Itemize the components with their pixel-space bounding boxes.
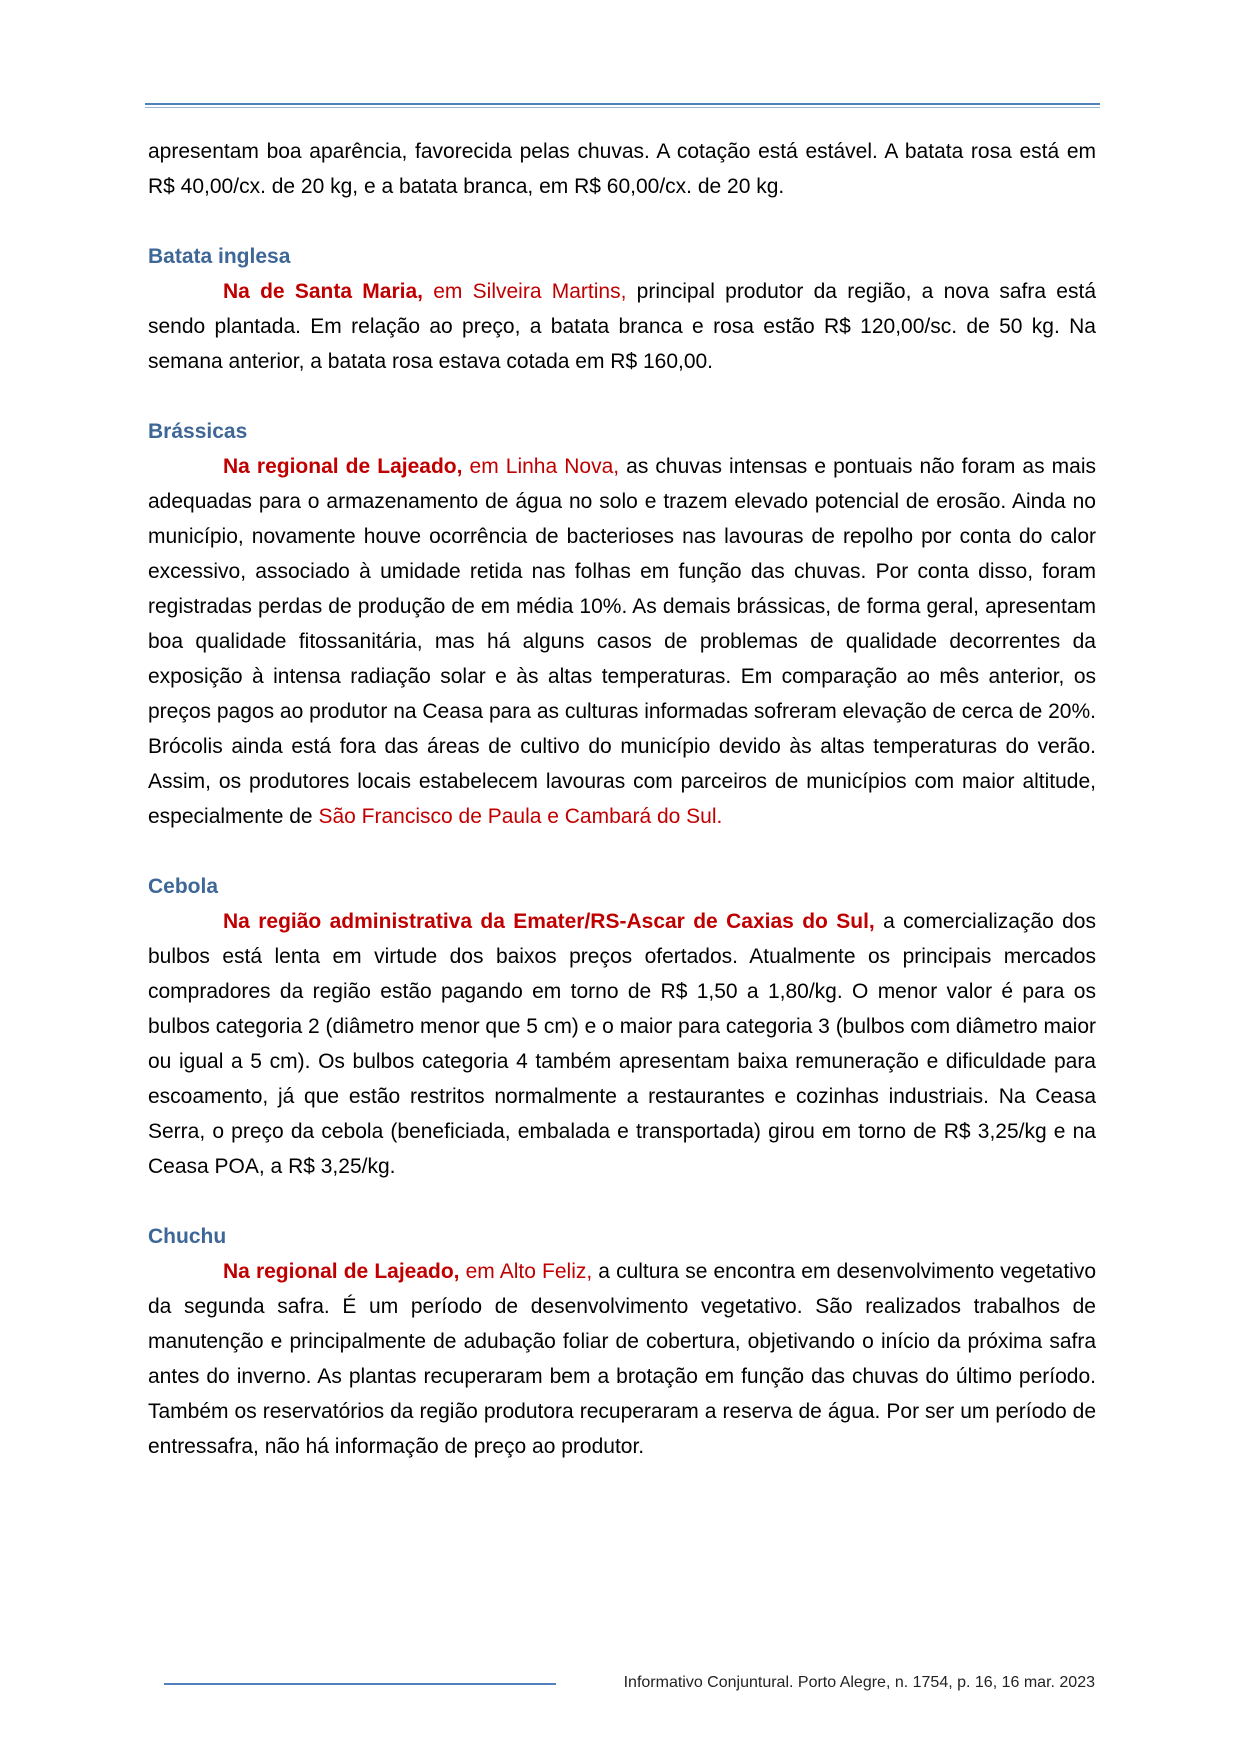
municipality: em Linha Nova, <box>462 455 620 478</box>
section-title: Chuchu <box>148 1225 227 1248</box>
region-lead: Na regional de Lajeado, <box>223 1260 460 1283</box>
footer-citation: Informativo Conjuntural. Porto Alegre, n. 1754, p. 16, 16 mar. 2023 <box>623 1674 1095 1691</box>
section-batata-inglesa <box>148 239 1096 379</box>
paragraph-text: a cultura se encontra em desenvolvimento vegetativo da segunda safra. É um período de desenvolvimento vegetativo. São realizados trabalhos de manutenção e principalmente de adubação foliar de cobertura, objetivando o início da próxima safra antes do inverno. As plantas recuperaram bem a brotação em função das chuvas do último período. Também os reservatórios da região produtora recuperaram a reserva de água. Por ser um período de entressafra, não há informação de preço ao produtor. <box>148 1260 1096 1458</box>
section-paragraph <box>148 449 1096 834</box>
section-title: Batata inglesa <box>148 245 291 268</box>
section-paragraph <box>148 1254 1096 1464</box>
paragraph-text: a comercialização dos bulbos está lenta em virtude dos baixos preços ofertados. Atualmente os principais mercados compradores da região estão pagando em torno de R$ 1,50 a 1,80/kg. O menor valor é para os bulbos categoria 2 (diâmetro menor que 5 cm) e o maior para categoria 3 (bulbos com diâmetro maior ou igual a 5 cm). Os bulbos categoria 4 também apresentam baixa remuneração e dificuldade para escoamento, já que estão restritos normalmente a restaurantes e cozinhas industriais. Na Ceasa Serra, o preço da cebola (beneficiada, embalada e transportada) girou em torno de R$ 3,25/kg e na Ceasa POA, a R$ 3,25/kg. <box>148 910 1096 1178</box>
paragraph-text: principal produtor da região, a nova safra está sendo plantada. Em relação ao preço, a batata branca e rosa estão R$ 120,00/sc. de 50 kg. Na semana anterior, a batata rosa estava cotada em R$ 160,00. <box>148 280 1097 373</box>
footer-rule <box>164 1683 556 1685</box>
section-paragraph <box>148 274 1096 379</box>
section-title: Cebola <box>148 875 219 898</box>
section-brassicas <box>148 414 1096 834</box>
intro-paragraph: apresentam boa aparência, favorecida pelas chuvas. A cotação está estável. A batata rosa está em R$ 40,00/cx. de 20 kg, e a batata branca, em R$ 60,00/cx. de 20 kg. <box>148 140 1096 198</box>
section-cebola <box>148 869 1096 1184</box>
section-paragraph <box>148 904 1096 1184</box>
header-rule <box>145 103 1100 105</box>
section-title: Brássicas <box>148 420 248 443</box>
municipality: São Francisco de Paula e Cambará do Sul. <box>318 805 723 828</box>
document-body <box>148 134 1096 1464</box>
region-lead: Na de Santa Maria, <box>223 280 423 303</box>
section-chuchu <box>148 1219 1096 1464</box>
paragraph-text: as chuvas intensas e pontuais não foram as mais adequadas para o armazenamento de água no solo e trazem elevado potencial de erosão. Ainda no município, novamente houve ocorrência de bacterioses nas lavouras de repolho por conta do calor excessivo, associado à umidade retida nas folhas em função das chuvas. Por conta disso, foram registradas perdas de produção de em média 10%. As demais brássicas, de forma geral, apresentam boa qualidade fitossanitária, mas há alguns casos de problemas de qualidade decorrentes da exposição à intensa radiação solar e às altas temperaturas. Em comparação ao mês anterior, os preços pagos ao produtor na Ceasa para as culturas informadas sofreram elevação de cerca de 20%. Brócolis ainda está fora das áreas de cultivo do município devido às altas temperaturas do verão. Assim, os produtores locais estabelecem lavouras com parceiros de municípios com maior altitude, especialmente de <box>148 455 1096 828</box>
municipality: em Silveira Martins, <box>422 280 627 303</box>
municipality: em Alto Feliz, <box>459 1260 593 1283</box>
region-lead: Na regional de Lajeado, <box>223 455 463 478</box>
region-lead: Na região administrativa da Emater/RS-Ascar de Caxias do Sul, <box>223 910 875 933</box>
